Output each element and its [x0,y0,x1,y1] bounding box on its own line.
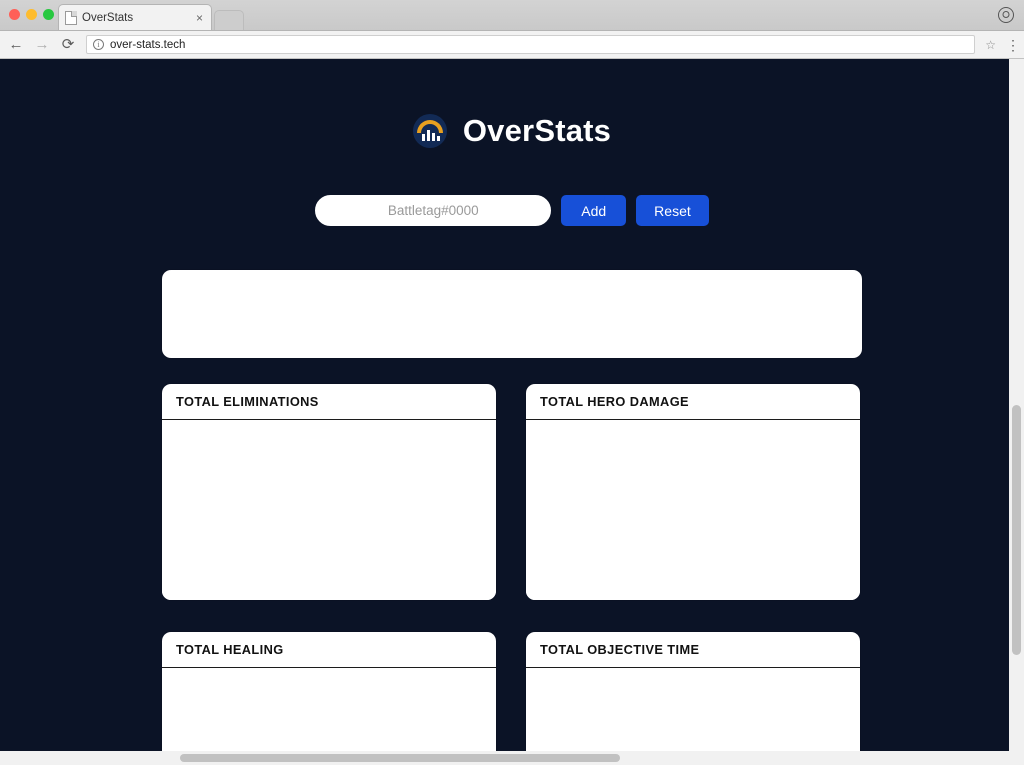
browser-toolbar [0,31,1024,59]
close-window-button[interactable] [9,9,20,20]
maximize-window-button[interactable] [43,9,54,20]
stat-card-title: TOTAL ELIMINATIONS [162,384,496,420]
close-tab-icon[interactable]: × [195,10,203,25]
browser-menu-icon[interactable]: ⋮ [1006,36,1020,53]
stat-card-title: TOTAL HERO DAMAGE [526,384,860,420]
overstats-logo-icon [413,114,447,148]
battletag-controls [0,195,1024,226]
vertical-scrollbar-thumb[interactable] [1012,405,1021,655]
stats-panels [162,270,862,765]
site-info-icon[interactable]: i [93,39,104,50]
vertical-scrollbar[interactable] [1009,59,1024,765]
browser-tab-overstats[interactable] [58,4,212,30]
page-viewport [0,59,1024,765]
account-circle-icon[interactable] [998,7,1014,23]
stat-card-title: TOTAL HEALING [162,632,496,668]
address-bar-url: over-stats.tech [110,38,186,51]
add-button[interactable]: Add [561,195,626,226]
window-controls [9,9,54,20]
stat-card-total-healing [162,632,496,765]
new-tab-button[interactable] [214,10,244,30]
profile-card-name [162,270,862,290]
page-title: OverStats [462,113,612,148]
tab-title: OverStats [82,11,134,24]
bookmark-star-icon[interactable]: ☆ [985,37,996,52]
stat-card-total-objective-time [526,632,860,765]
site-header [0,113,1024,149]
stat-card-total-hero-damage [526,384,860,600]
stats-grid [162,384,862,765]
reload-icon[interactable]: ⟳ [61,36,75,53]
overstats-page [0,59,1024,765]
back-icon[interactable]: ← [8,36,24,53]
page-favicon-icon [65,11,77,25]
horizontal-scrollbar[interactable] [0,751,1009,765]
address-bar[interactable] [86,35,975,54]
tab-strip [0,0,1024,31]
stat-card-body [162,420,496,600]
stat-card-total-eliminations [162,384,496,600]
stat-card-body [526,420,860,600]
stat-card-title: TOTAL OBJECTIVE TIME [526,632,860,668]
battletag-input[interactable] [315,195,551,226]
horizontal-scrollbar-thumb[interactable] [180,754,620,762]
reset-button[interactable]: Reset [636,195,709,226]
minimize-window-button[interactable] [26,9,37,20]
forward-icon[interactable]: → [34,36,50,53]
profile-card [162,270,862,358]
